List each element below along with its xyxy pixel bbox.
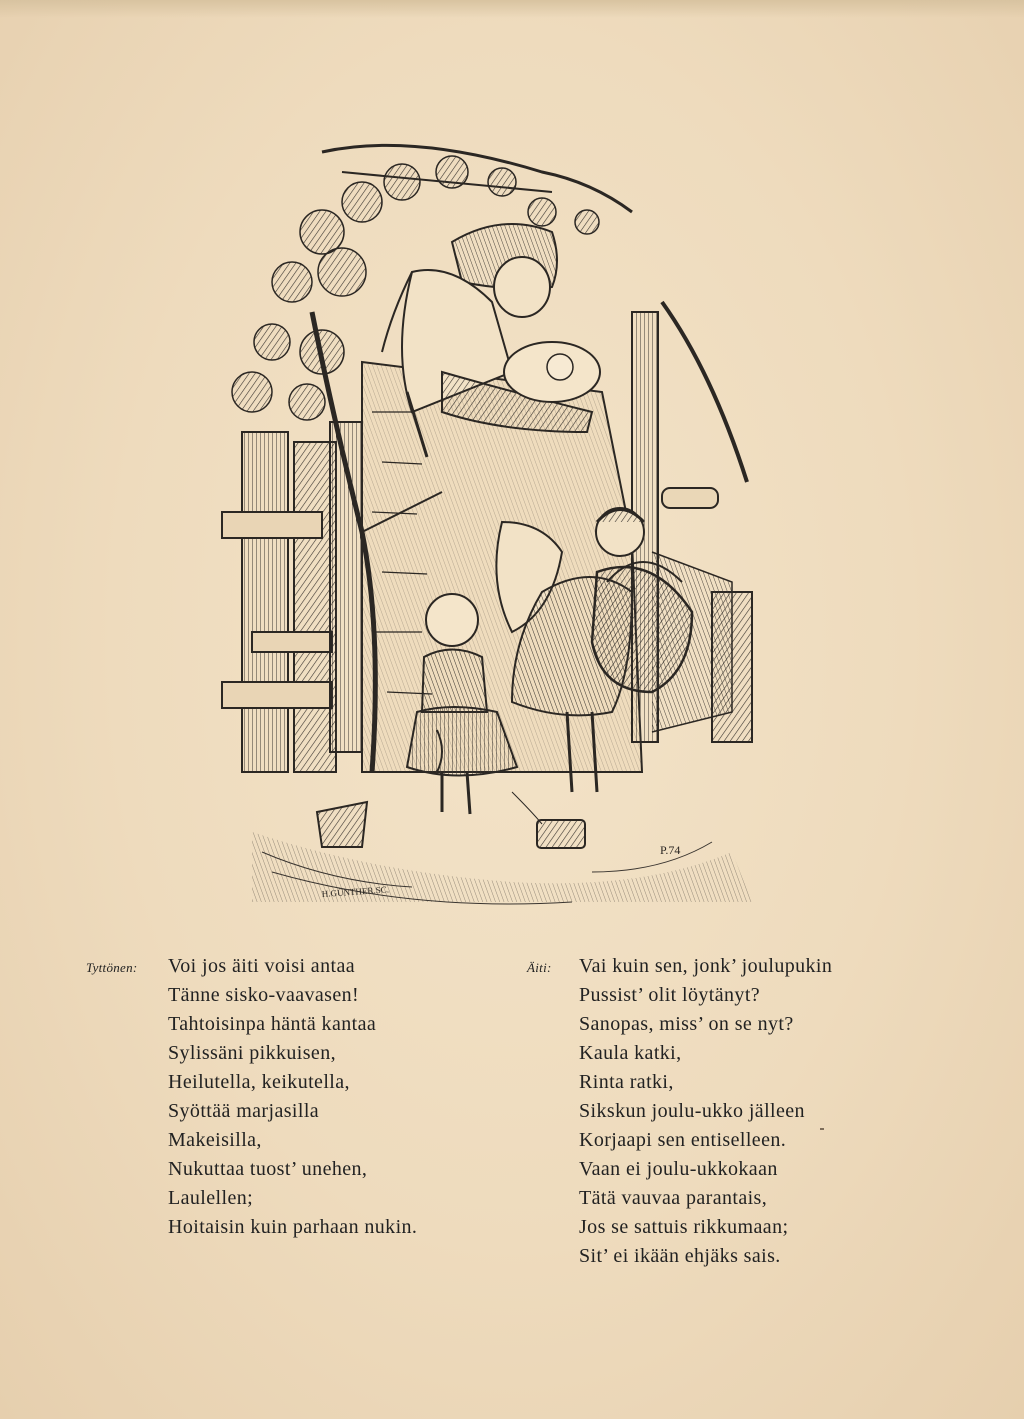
ink-speck [820, 1128, 824, 1130]
poem-line: Jos se sattuis rikkumaan; [579, 1216, 789, 1238]
poem-line: Laulellen; [168, 1187, 254, 1209]
wooden-fence [222, 422, 364, 772]
poem-line: Vaan ei joulu-ukkokaan [579, 1158, 778, 1180]
poem-line: Tätä vauvaa parantais, [579, 1187, 768, 1209]
poem-left-column [168, 952, 417, 1242]
engraving-illustration [212, 112, 772, 912]
poem-line: Nukuttaa tuost’ unehen, [168, 1158, 368, 1180]
poem-line: Tahtoisinpa häntä kantaa [168, 1013, 377, 1035]
poem-line: Hoitaisin kuin parhaan nukin. [168, 1216, 418, 1238]
poem-line: Syöttää marjasilla [168, 1100, 320, 1122]
poem-line: Voi jos äiti voisi antaa [168, 955, 355, 977]
poem-line: Sylissäni pikkuisen, [168, 1042, 337, 1064]
poem-right-column [579, 952, 832, 1271]
poem-line: Tänne sisko-vaavasen! [168, 984, 360, 1006]
tree-stump [317, 802, 367, 847]
poem-line: Korjaapi sen entiselleen. [579, 1129, 787, 1151]
poem-line: Kaula katki, [579, 1042, 682, 1064]
engraving-svg [212, 112, 772, 912]
speaker-label-mother: Äiti: [527, 960, 552, 975]
poem-line: Sit’ ei ikään ehjäks sais. [579, 1245, 781, 1267]
poem-line: Rinta ratki, [579, 1071, 674, 1093]
poem-line: Vai kuin sen, jonk’ joulupukin [579, 955, 833, 977]
poem-line: Makeisilla, [168, 1129, 262, 1151]
poem-line: Sikskun joulu-ukko jälleen [579, 1100, 805, 1122]
poem-line: Heilutella, keikutella, [168, 1071, 350, 1093]
engraver-signature: H.GÜNTHER.SC. [321, 884, 390, 899]
poem-line: Sanopas, miss’ on se nyt? [579, 1013, 794, 1035]
artist-monogram: P.74 [660, 843, 681, 857]
baby-bundle [504, 342, 600, 402]
toy-cart [512, 792, 585, 848]
poem-line: Pussist’ olit löytänyt? [579, 984, 761, 1006]
speaker-label-girl: Tyttönen: [86, 960, 138, 975]
